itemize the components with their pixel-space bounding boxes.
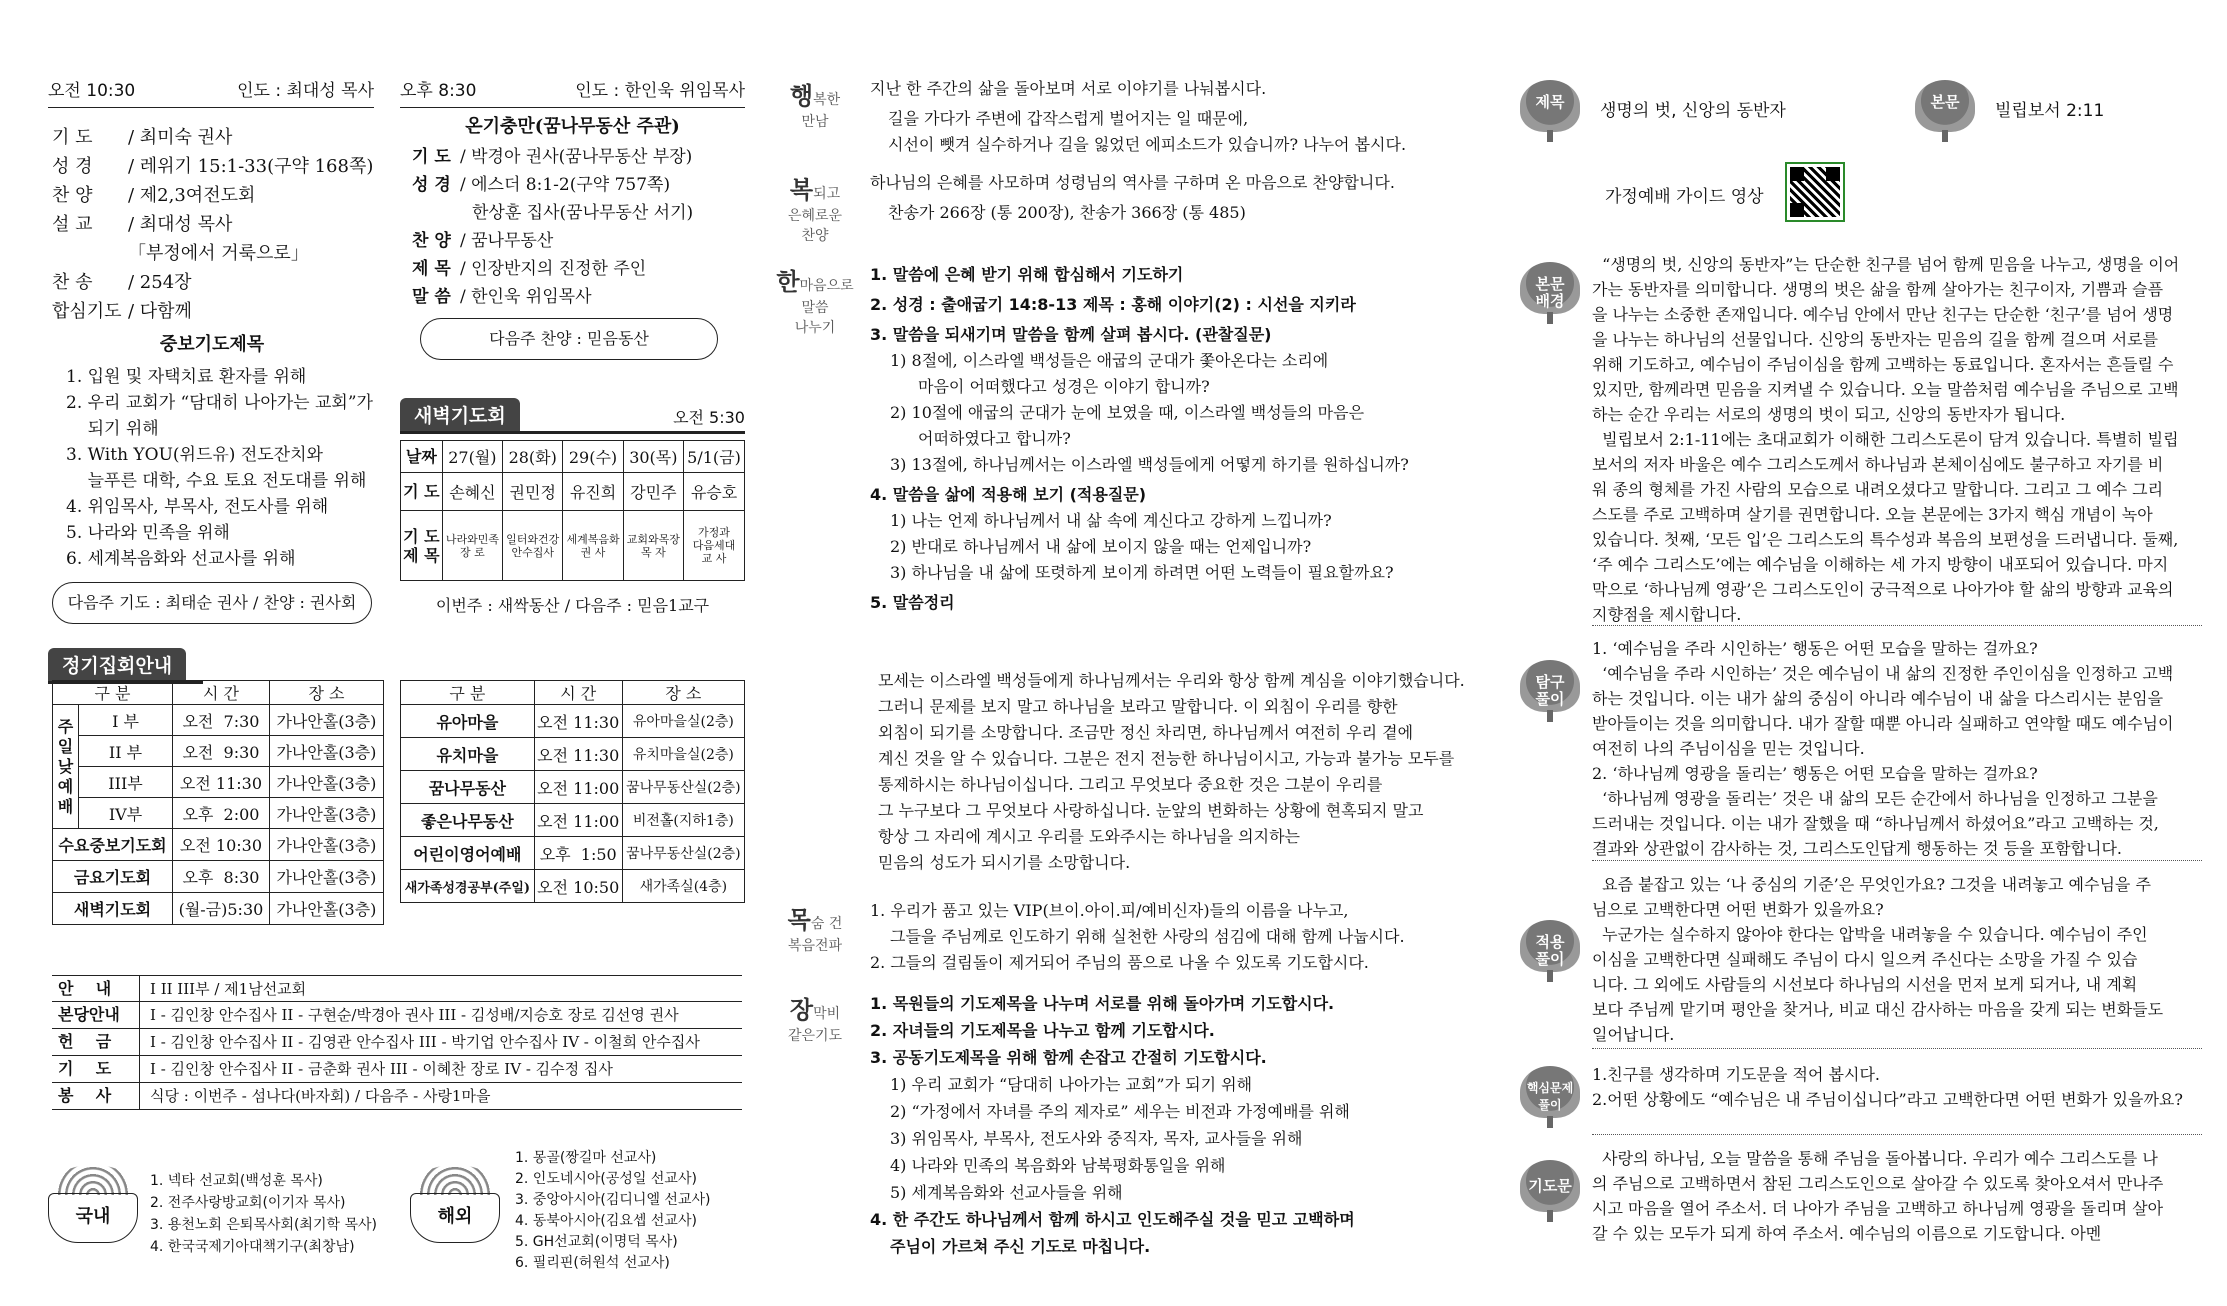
schedule-name: II 부 <box>79 736 173 767</box>
schedule-place: 가나안홀(3층) <box>269 767 383 798</box>
word-lines <box>870 262 1510 616</box>
section-head-big: 행 <box>789 81 814 110</box>
explore-line: ‘예수님을 주라 시인하는’ 것은 예수님이 내 삶의 진정한 주인이심을 인정하고 고백 <box>1592 664 2174 683</box>
bg-line: 빌립보서 2:1-11에는 초대교회가 이해한 그리스도론이 담겨 있습니다. 특별히 빌립 <box>1592 430 2179 449</box>
explore-line: 여전히 나의 주님이심을 믿는 것입니다. <box>1592 739 1865 758</box>
bg-text <box>1592 252 2202 627</box>
mission-item: 5. GH선교회(이명덕 목사) <box>515 1234 678 1250</box>
schedule-time: (월-금)5:30 <box>173 893 270 925</box>
order-value: / 에스더 8:1-2(구약 757쪽) <box>460 175 671 195</box>
schedule-time: 오전 11:00 <box>534 771 622 804</box>
schedule-time: 오전 9:30 <box>173 736 270 767</box>
summary-line: 계신 것을 알 수 있습니다. 그분은 전지 전능한 하나님이시고, 가능과 불가능 모두를 <box>878 749 1455 768</box>
summary-line: 그 누구보다 그 무엇보다 사랑하십니다. 눈앞의 변화하는 상황에 현혹되지 말고 <box>878 801 1424 820</box>
summary-line: 항상 그 자리에 계시고 우리를 도와주시는 하나님을 의지하는 <box>878 827 1301 846</box>
dawn-cell: 날짜 <box>401 441 443 473</box>
order-value: / 다함께 <box>128 301 192 322</box>
schedule-time: 오전 11:30 <box>173 767 270 798</box>
order-value: 「부정에서 거룩으로」 <box>128 243 309 264</box>
dawn-time: 오전 5:30 <box>673 408 745 427</box>
order-value: / 인장반지의 진정한 주인 <box>460 259 647 279</box>
order-value: / 꿈나무동산 <box>460 231 554 251</box>
order-row <box>412 227 747 255</box>
mission-item: 2. 인도네시아(공성일 선교사) <box>515 1171 697 1187</box>
word-line: 마음이 어떠했다고 성경은 이야기 합니까? <box>918 377 1210 396</box>
prayer-line: 주님이 가르쳐 주신 기도로 마칩니다. <box>890 1237 1151 1256</box>
mission-item: 6. 필리핀(허원석 선교사) <box>515 1255 670 1271</box>
prayer-item: 4. 위임목사, 부목사, 전도사를 위해 <box>66 497 329 517</box>
section-line: 지난 한 주간의 삶을 돌아보며 서로 이야기를 나눠봅시다. <box>870 79 1267 98</box>
bg-line: “생명의 벗, 신앙의 동반자”는 단순한 친구를 넘어 함께 믿음을 나누고, 생명을 이어 <box>1592 255 2180 274</box>
mission-item: 4. 한국국제기아대책기구(최창남) <box>150 1239 355 1255</box>
mission-item: 3. 용천노회 은퇴목사회(최기학 목사) <box>150 1217 377 1233</box>
schedule-time: 오전 11:30 <box>534 705 622 738</box>
order-row <box>52 181 372 210</box>
order-row <box>412 143 747 171</box>
prayer-line: 3. 공동기도제목을 위해 함께 손잡고 간절히 기도합시다. <box>870 1048 1267 1067</box>
col2-title: 온기충만(꿈나무동산 주관) <box>465 116 680 137</box>
schedule-time: 오전 11:30 <box>534 738 622 771</box>
summary-text <box>878 668 1518 876</box>
section-head <box>770 170 860 245</box>
core-text <box>1592 1062 2202 1112</box>
order-label: 찬 양 <box>412 231 451 251</box>
dawn-table <box>400 440 745 581</box>
explore-line: 받아들이는 것을 의미합니다. 내가 잘할 때뿐 아니라 실패하고 연약할 때도 예수님이 <box>1592 714 2174 733</box>
bg-line: 가는 동반자를 의미합니다. 생명의 벗은 삶을 함께 살아가는 친구이자, 기쁨과 슬픔 <box>1592 280 2164 299</box>
order-row <box>412 255 747 283</box>
col1-order <box>52 123 372 326</box>
word-line: 1) 8절에, 이스라엘 백성들은 애굽의 군대가 쫓아온다는 소리에 <box>890 351 1329 370</box>
pray-tag: 기도문 <box>1520 1160 1580 1212</box>
schedule-header: 구 분 <box>401 681 535 705</box>
col1-next-week: 다음주 기도 : 최태순 권사 / 찬양 : 권사회 <box>52 582 372 624</box>
schedule-place: 유아마을실(2층) <box>622 705 744 738</box>
section-lines <box>870 76 1510 158</box>
schedule-time: 오전 10:50 <box>534 870 622 903</box>
explore-line: 1. ‘예수님을 주라 시인하는’ 행동은 어떤 모습을 말하는 걸까요? <box>1592 639 2038 658</box>
schedule-place: 꿈나무동산실(2층) <box>622 837 744 870</box>
schedule-place: 꿈나무동산실(2층) <box>622 771 744 804</box>
order-value: / 한인욱 위임목사 <box>460 287 592 307</box>
explore-tag: 탐구 풀이 <box>1520 660 1580 712</box>
word-line: 어떠하였다고 합니까? <box>918 429 1071 448</box>
apply-line: 니다. 그 외에도 사람들의 시선보다 하나님의 시선을 먼저 보게 되거나, 내 계획 <box>1592 975 2138 994</box>
prayer-line: 5) 세계복음화와 선교사들을 위해 <box>890 1183 1123 1202</box>
explore-line: ‘하나님께 영광을 돌리는’ 것은 내 삶의 모든 순간에서 하나님을 인정하고 그분을 <box>1592 789 2158 808</box>
schedule-place: 가나안홀(3층) <box>269 798 383 829</box>
dawn-cell: 권민정 <box>503 473 563 511</box>
bg-line: 위해 기도하고, 예수님이 주님이심을 함께 고백하는 동료입니다. 혼자서는 흔들릴 수 <box>1592 355 2174 374</box>
word-line: 1. 말씀에 은혜 받기 위해 합심해서 기도하기 <box>870 265 1184 284</box>
bg-line: 보서의 저자 바울은 예수 그리스도께서 하나님과 본체이심에도 불구하고 자기를 비 <box>1592 455 2164 474</box>
bg-line: 있지만, 함께라면 믿음을 지켜낼 수 있습니다. 오늘 말씀처럼 예수님을 주님으로 고백 <box>1592 380 2179 399</box>
dawn-cell: 손혜신 <box>442 473 502 511</box>
explore-line: 하는 것입니다. 이는 내가 삶의 중심이 아니라 예수님이 내 삶을 다스리시는 분임을 <box>1592 689 2164 708</box>
apply-line: 이심을 고백한다면 실패해도 주님이 다시 일으켜 주신다는 소망을 가질 수 있습 <box>1592 950 2138 969</box>
prayer-title: 중보기도제목 <box>159 334 265 355</box>
prayer-line: 1) 우리 교회가 “담대히 나아가는 교회”가 되기 위해 <box>890 1075 1253 1094</box>
dawn-cell: 일터와건강 안수집사 <box>503 511 563 581</box>
order-row <box>52 123 372 152</box>
word-line: 3) 하나님을 내 삶에 또렷하게 보이게 하려면 어떤 노력들이 필요할까요? <box>890 563 1394 582</box>
pray-line: 시고 마음을 열어 주소서. 더 나아가 주님을 고백하고 하나님께 영광을 돌리며 살아 <box>1592 1199 2164 1218</box>
mission-item: 1. 몽골(짱길마 선교사) <box>515 1150 657 1166</box>
bg-line: ‘주 예수 그리스도’에는 예수님을 이해하는 세 가지 방향이 내포되어 있습니다. 마지 <box>1592 555 2169 574</box>
explore-line: 드러내는 것입니다. 이는 내가 잘했을 때 “하나님께서 하셨어요”라고 고백하는 것, <box>1592 814 2159 833</box>
word-line: 5. 말씀정리 <box>870 593 955 612</box>
word-line: 2) 반대로 하나님께서 내 삶에 보이지 않을 때는 언제입니까? <box>890 537 1312 556</box>
schedule-place: 가나안홀(3층) <box>269 861 383 893</box>
schedule-header: 장 소 <box>622 681 744 705</box>
schedule-name: 수요중보기도회 <box>53 829 173 861</box>
dawn-cell: 기 도 <box>401 473 443 511</box>
order-value: / 제2,3여전도회 <box>128 185 256 206</box>
col1-time: 오전 10:30 <box>48 81 136 101</box>
bg-line: 하는 순간 우리는 서로의 생명의 벗이 되고, 신앙의 동반자가 됩니다. <box>1592 405 2066 424</box>
schedule-table-right <box>400 680 745 903</box>
service-row <box>52 975 742 1002</box>
mission-line: 그들을 주님께로 인도하기 위해 실천한 사랑의 섬김에 대해 함께 나눕시다. <box>890 927 1405 946</box>
order-label: 합심기도 <box>52 301 122 322</box>
order-row <box>412 283 747 311</box>
schedule-time: 오전 7:30 <box>173 705 270 736</box>
col2-header <box>400 76 745 108</box>
core-tag: 핵심문제 풀이 <box>1520 1066 1580 1118</box>
prayer-line: 4. 한 주간도 하나님께서 함께 하시고 인도해주실 것을 믿고 고백하며 <box>870 1210 1355 1229</box>
service-value: I - 김인창 안수집사 II - 김영관 안수집사 III - 박기업 안수집사 IV - 이철희 안수집사 <box>150 1033 700 1051</box>
service-value: I - 김인창 안수집사 II - 구현순/박경아 권사 III - 김성배/지승호 장로 김선영 권사 <box>150 1006 679 1024</box>
schedule-name: 금요기도회 <box>53 861 173 893</box>
prayer-lines <box>870 990 1510 1260</box>
dawn-cell: 세계복음화 권 사 <box>563 511 623 581</box>
service-row <box>52 1029 742 1056</box>
summary-line: 통제하시는 하나님이십니다. 그리고 무엇보다 중요한 것은 그분이 우리를 <box>878 775 1383 794</box>
col1-leader: 인도 : 최대성 목사 <box>237 81 374 101</box>
order-value: / 최대성 목사 <box>128 214 233 235</box>
service-label: 기 도 <box>52 1056 140 1082</box>
word-head: 한마음으로 말씀 나누기 <box>776 267 854 336</box>
schedule-header: 시 간 <box>534 681 622 705</box>
mission-line: 2. 그들의 걸림돌이 제거되어 주님의 품으로 나올 수 있도록 기도합시다. <box>870 953 1369 972</box>
schedule-name: 어린이영어예배 <box>401 837 535 870</box>
schedule-name: III부 <box>79 767 173 798</box>
schedule-time: 오후 8:30 <box>173 861 270 893</box>
order-label: 찬 송 <box>52 272 93 293</box>
prayer-line: 1. 목원들의 기도제목을 나누며 서로를 위해 돌아가며 기도합시다. <box>870 994 1335 1013</box>
service-label: 봉 사 <box>52 1083 140 1109</box>
service-value: 식당 : 이번주 - 섬나다(바자회) / 다음주 - 사랑1마을 <box>150 1087 491 1105</box>
schedule-time: 오전 10:30 <box>173 829 270 861</box>
service-value: I II III부 / 제1남선교회 <box>150 980 307 998</box>
schedule-time: 오전 11:00 <box>534 804 622 837</box>
apply-line: 님으로 고백한다면 어떤 변화가 있을까요? <box>1592 900 1884 919</box>
apply-line: 요즘 붙잡고 있는 ‘나 중심의 기준’은 무엇인가요? 그것을 내려놓고 예수님을 주 <box>1592 875 2151 894</box>
explore-line: 결과와 상관없이 감사하는 것, 그리스도인답게 행동하는 것 등을 포함합니다. <box>1592 839 2122 858</box>
mission-line: 1. 우리가 품고 있는 VIP(브이.아이.피/예비신자)들의 이름을 나누고, <box>870 901 1349 920</box>
schedule-name: 새가족성경공부(주일) <box>401 870 535 903</box>
prayer-item: 되기 위해 <box>66 419 159 439</box>
order-value: / 박경아 권사(꿈나무동산 부장) <box>460 147 693 167</box>
schedule-name: IV부 <box>79 798 173 829</box>
prayer-line: 2. 자녀들의 기도제목을 나누고 함께 기도합시다. <box>870 1021 1215 1040</box>
dawn-this-week: 이번주 : 새싹동산 / 다음주 : 믿음1교구 <box>435 596 710 615</box>
word-line: 3. 말씀을 되새기며 말씀을 함께 살펴 봅시다. (관찰질문) <box>870 325 1272 344</box>
bg-line: 막으로 ‘하나님께 영광’은 그리스도인이 궁극적으로 나아가야 할 삶의 방향과 교육의 <box>1592 580 2174 599</box>
order-value: 한상훈 집사(꿈나무동산 서기) <box>472 203 694 223</box>
schedule-place: 새가족실(4층) <box>622 870 744 903</box>
schedule-time: 오후 2:00 <box>173 798 270 829</box>
mission-item: 2. 전주사랑방교회(이기자 목사) <box>150 1195 346 1211</box>
bg-line: 을 나누는 하나님의 선물입니다. 신앙의 동반자는 믿음의 길을 함께 걸으며 서로를 <box>1592 330 2158 349</box>
prayer-line: 4) 나라와 민족의 복음화와 남북평화통일을 위해 <box>890 1156 1226 1175</box>
explore-text <box>1592 636 2202 861</box>
domestic-label: 국내 <box>48 1193 138 1243</box>
dawn-cell: 기 도 제 목 <box>401 511 443 581</box>
schedule-table-left <box>52 680 384 925</box>
title-tag: 제목 <box>1520 80 1580 132</box>
order-value: / 최미숙 권사 <box>128 127 233 148</box>
service-row <box>52 1083 742 1110</box>
apply-line: 일어납니다. <box>1592 1025 1675 1044</box>
schedule-name: 새벽기도회 <box>53 893 173 925</box>
sunday-label: 주 일 낮 예 배 <box>53 705 79 829</box>
dawn-title: 새벽기도회 <box>400 398 520 431</box>
pray-line: 갈 수 있는 모두가 되게 하여 주소서. 예수님의 이름으로 기도합니다. 아멘 <box>1592 1224 2102 1243</box>
col2-time: 오후 8:30 <box>400 81 477 101</box>
service-row <box>52 1002 742 1029</box>
mission-item: 1. 넥타 선교회(백성훈 목사) <box>150 1173 323 1189</box>
schedule-name: 꿈나무동산 <box>401 771 535 804</box>
family-title: 생명의 벗, 신앙의 동반자 <box>1600 101 1786 121</box>
schedule-name: I 부 <box>79 705 173 736</box>
order-value: / 레위기 15:1-33(구약 168쪽) <box>128 156 374 177</box>
bg-tag: 본문 배경 <box>1520 262 1580 314</box>
order-label: 기 도 <box>52 127 93 148</box>
schedule-section <box>48 648 748 684</box>
mission-lines <box>870 898 1510 976</box>
col2-order <box>412 143 747 311</box>
schedule-place: 가나안홀(3층) <box>269 736 383 767</box>
apply-tag: 적용 풀이 <box>1520 920 1580 972</box>
order-label: 찬 양 <box>52 185 93 206</box>
col2-next-praise: 다음주 찬양 : 믿음동산 <box>420 318 718 360</box>
dawn-cell: 29(수) <box>563 441 623 473</box>
core-line: 1.친구를 생각하며 기도문을 적어 봅시다. <box>1592 1065 1880 1084</box>
dawn-cell: 나라와민족 장 로 <box>442 511 502 581</box>
section-line: 길을 가다가 주변에 갑작스럽게 벌어지는 일 때문에, <box>888 109 1249 128</box>
service-list <box>52 975 742 1110</box>
service-label: 헌 금 <box>52 1029 140 1055</box>
summary-line: 그러니 문제를 보지 말고 하나님을 보라고 말합니다. 이 외침이 우리를 향한 <box>878 697 1398 716</box>
mission-head: 목숨 건 복음전파 <box>787 905 843 954</box>
dawn-cell: 30(목) <box>623 441 683 473</box>
word-line: 2. 성경 : 출애굽기 14:8-13 제목 : 홍해 이야기(2) : 시선을 지키라 <box>870 295 1356 314</box>
prayer-item: 3. With YOU(위드유) 전도잔치와 <box>66 445 323 465</box>
domestic-basket <box>48 1165 138 1245</box>
prayer-item: 2. 우리 교회가 “담대히 나아가는 교회”가 <box>66 393 373 413</box>
section-line: 하나님의 은혜를 사모하며 성령님의 역사를 구하며 온 마음으로 찬양합니다. <box>870 173 1395 192</box>
order-row <box>52 152 372 181</box>
section-lines <box>870 170 1510 226</box>
order-row <box>412 199 747 227</box>
order-label: 설 교 <box>52 214 93 235</box>
dawn-cell: 교회와목장 목 자 <box>623 511 683 581</box>
order-row <box>52 268 372 297</box>
explore-line: 2. ‘하나님께 영광을 돌리는’ 행동은 어떤 모습을 말하는 걸까요? <box>1592 764 2038 783</box>
schedule-name: 유치마을 <box>401 738 535 771</box>
col2-leader: 인도 : 한인욱 위임목사 <box>575 81 745 101</box>
divider <box>1592 860 2202 861</box>
prayer-item: 늘푸른 대학, 수요 토요 전도대를 위해 <box>66 471 367 491</box>
section-line: 시선이 뺏겨 실수하거나 길을 잃었던 에피소드가 있습니까? 나누어 봅시다. <box>888 135 1407 154</box>
divider <box>1592 625 2202 626</box>
order-label: 기 도 <box>412 147 451 167</box>
word-line: 1) 나는 언제 하나님께서 내 삶 속에 계신다고 강하게 느낍니까? <box>890 511 1332 530</box>
schedule-title: 정기집회안내 <box>48 648 186 681</box>
mission-item: 3. 중앙아시아(김디니엘 선교사) <box>515 1192 711 1208</box>
order-row <box>52 210 372 239</box>
word-line: 2) 10절에 애굽의 군대가 눈에 보였을 때, 이스라엘 백성들의 마음은 <box>890 403 1365 422</box>
section-head-big: 복 <box>789 175 814 204</box>
qr-code-icon[interactable] <box>1785 162 1845 222</box>
bg-line: 있습니다. 첫째, ‘모든 입’은 그리스도의 특수성과 복음의 보편성을 드러냅니다. 둘째, <box>1592 530 2179 549</box>
dawn-cell: 27(월) <box>442 441 502 473</box>
apply-line: 보다 주님께 맡기며 평안을 찾거나, 비교 대신 감사하는 마음을 갖게 되는 변화들도 <box>1592 1000 2164 1019</box>
dawn-cell: 강민주 <box>623 473 683 511</box>
order-label: 성 경 <box>412 175 451 195</box>
section-head <box>770 76 860 131</box>
divider <box>1592 1048 2202 1049</box>
service-label: 본당안내 <box>52 1002 140 1028</box>
order-row <box>412 171 747 199</box>
section-line: 찬송가 266장 (통 200장), 찬송가 366장 (통 485) <box>888 203 1246 222</box>
service-value: I - 김인창 안수집사 II - 금춘화 권사 III - 이혜찬 장로 IV - 김수정 집사 <box>150 1060 613 1078</box>
overseas-basket <box>410 1165 500 1245</box>
prayer-item: 1. 입원 및 자택치료 환자를 위해 <box>66 367 307 387</box>
pray-text <box>1592 1146 2202 1246</box>
prayer-line: 3) 위임목사, 부목사, 전도사와 중직자, 목자, 교사들을 위해 <box>890 1129 1303 1148</box>
divider <box>1592 1134 2202 1135</box>
order-label: 말 씀 <box>412 287 451 307</box>
core-line: 2.어떤 상황에도 “예수님은 내 주님이십니다”라고 고백한다면 어떤 변화가 있을까요? <box>1592 1090 2183 1109</box>
col1-header <box>48 76 374 108</box>
bg-line: 을 나누는 소중한 존재입니다. 예수님 안에서 만난 친구는 단순한 ‘친구’를 넘어 생명 <box>1592 305 2174 324</box>
order-value: / 254장 <box>128 272 192 293</box>
section-head-small: 되고 은혜로운 찬양 <box>787 186 843 244</box>
order-row <box>52 239 372 268</box>
word-line: 4. 말씀을 삶에 적용해 보기 (적용질문) <box>870 485 1147 504</box>
domestic-list <box>150 1170 410 1258</box>
pray-line: 사랑의 하나님, 오늘 말씀을 통해 주님을 돌아봅니다. 우리가 예수 그리스도를 나 <box>1592 1149 2158 1168</box>
dawn-cell: 28(화) <box>503 441 563 473</box>
video-label: 가정예배 가이드 영상 <box>1605 187 1764 207</box>
order-label: 제 목 <box>412 259 451 279</box>
summary-line: 모세는 이스라엘 백성들에게 하나님께서는 우리와 항상 함께 계심을 이야기했습니다. <box>878 671 1465 690</box>
pray-line: 의 주님으로 고백하면서 참된 그리스도인으로 살아갈 수 있도록 찾아오셔서 만나주 <box>1592 1174 2164 1193</box>
schedule-name: 좋은나무동산 <box>401 804 535 837</box>
prayer-item: 6. 세계복음화와 선교사를 위해 <box>66 549 296 569</box>
overseas-list <box>515 1148 755 1274</box>
schedule-header: 장 소 <box>269 681 383 705</box>
order-label: 성 경 <box>52 156 93 177</box>
section-head-small: 복한 만남 <box>801 92 841 130</box>
schedule-name: 유아마을 <box>401 705 535 738</box>
mission-item: 4. 동북아시아(김요셉 선교사) <box>515 1213 697 1229</box>
schedule-place: 가나안홀(3층) <box>269 893 383 925</box>
schedule-time: 오후 1:50 <box>534 837 622 870</box>
order-row <box>52 297 372 326</box>
schedule-place: 비전홀(지하1층) <box>622 804 744 837</box>
family-text: 빌립보서 2:11 <box>1995 101 2105 121</box>
service-label: 안 내 <box>52 976 140 1001</box>
dawn-cell: 유진희 <box>563 473 623 511</box>
service-row <box>52 1056 742 1083</box>
bg-line: 스도를 주로 고백하며 살기를 권면합니다. 오늘 본문에는 3가지 핵심 개념이 녹아 <box>1592 505 2153 524</box>
overseas-label: 해외 <box>410 1193 500 1243</box>
schedule-header: 시 간 <box>173 681 270 705</box>
schedule-header: 구 분 <box>53 681 173 705</box>
summary-line: 외침이 되기를 소망합니다. 조금만 정신 차리면, 하나님께서 여전히 우리 곁에 <box>878 723 1414 742</box>
col1-prayer <box>52 330 372 572</box>
apply-text <box>1592 872 2202 1047</box>
schedule-place: 가나안홀(3층) <box>269 705 383 736</box>
dawn-cell: 5/1(금) <box>684 441 745 473</box>
bg-line: 지향점을 제시합니다. <box>1592 605 1742 624</box>
prayer-line: 2) “가정에서 자녀를 주의 제자로” 세우는 비전과 가정예배를 위해 <box>890 1102 1350 1121</box>
word-line: 3) 13절에, 하나님께서는 이스라엘 백성들에게 어떻게 하기를 원하십니까? <box>890 455 1409 474</box>
summary-line: 믿음의 성도가 되시기를 소망합니다. <box>878 853 1131 872</box>
prayer-item: 5. 나라와 민족을 위해 <box>66 523 230 543</box>
schedule-place: 가나안홀(3층) <box>269 829 383 861</box>
dawn-cell: 가정과 다음세대 교 사 <box>684 511 745 581</box>
bg-line: 워 종의 형체를 가진 사람의 모습으로 내려오셨다고 말합니다. 그리고 그 예수 그리 <box>1592 480 2164 499</box>
dawn-cell: 유승호 <box>684 473 745 511</box>
schedule-place: 유치마을실(2층) <box>622 738 744 771</box>
prayer-head: 장막비 같은기도 <box>787 995 843 1044</box>
text-tag: 본문 <box>1915 80 1975 132</box>
apply-line: 누군가는 실수하지 않아야 한다는 압박을 내려놓을 수 있습니다. 예수님이 주인 <box>1592 925 2148 944</box>
dawn-section <box>400 398 745 616</box>
